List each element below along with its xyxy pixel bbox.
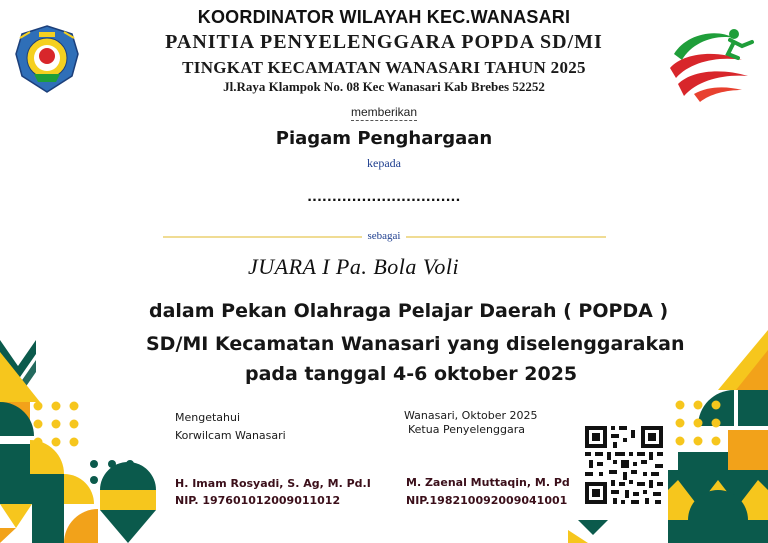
right-signature-place-date: Wanasari, Oktober 2025 — [404, 409, 538, 422]
left-signature-label-2: Korwilcam Wanasari — [175, 429, 286, 442]
left-signatory-nip: NIP. 197601012009011012 — [175, 494, 341, 507]
memberikan-text: memberikan — [350, 105, 418, 119]
award-title: JUARA I Pa. Bola Voli — [248, 254, 460, 279]
qr-code-icon[interactable] — [583, 424, 665, 506]
body-line-3: pada tanggal 4-6 oktober 2025 — [245, 363, 578, 385]
left-signature-label-1: Mengetahui — [175, 411, 241, 424]
header-line-3: TINGKAT KECAMATAN WANASARI TAHUN 2025 — [182, 58, 586, 77]
recipient-name-blank: ............................... — [307, 188, 461, 205]
header-address: Jl.Raya Klampok No. 08 Kec Wanasari Kab Brebes 52252 — [223, 79, 545, 94]
body-line-2: SD/MI Kecamatan Wanasari yang diselenggarakan — [146, 333, 685, 355]
body-line-1: dalam Pekan Olahraga Pelajar Daerah ( POPDA ) — [149, 300, 669, 322]
sebagai-text: sebagai — [362, 230, 407, 242]
right-signatory-name: M. Zaenal Muttaqin, M. Pd — [406, 476, 570, 489]
kepada-label: kepada — [367, 156, 401, 170]
header-line-1: KOORDINATOR WILAYAH KEC.WANASARI — [197, 7, 571, 27]
certificate-title: Piagam Penghargaan — [275, 128, 493, 149]
left-signatory-name: H. Imam Rosyadi, S. Ag, M. Pd.I — [175, 477, 371, 490]
sebagai-label — [0, 230, 768, 242]
right-signature-role: Ketua Penyelenggara — [408, 423, 525, 436]
header-line-2: PANITIA PENYELENGGARA POPDA SD/MI — [165, 31, 603, 53]
right-signatory-nip: NIP.198210092009041001 — [406, 494, 568, 507]
memberikan-label — [0, 105, 768, 119]
decoration-bottom-left — [0, 340, 170, 543]
